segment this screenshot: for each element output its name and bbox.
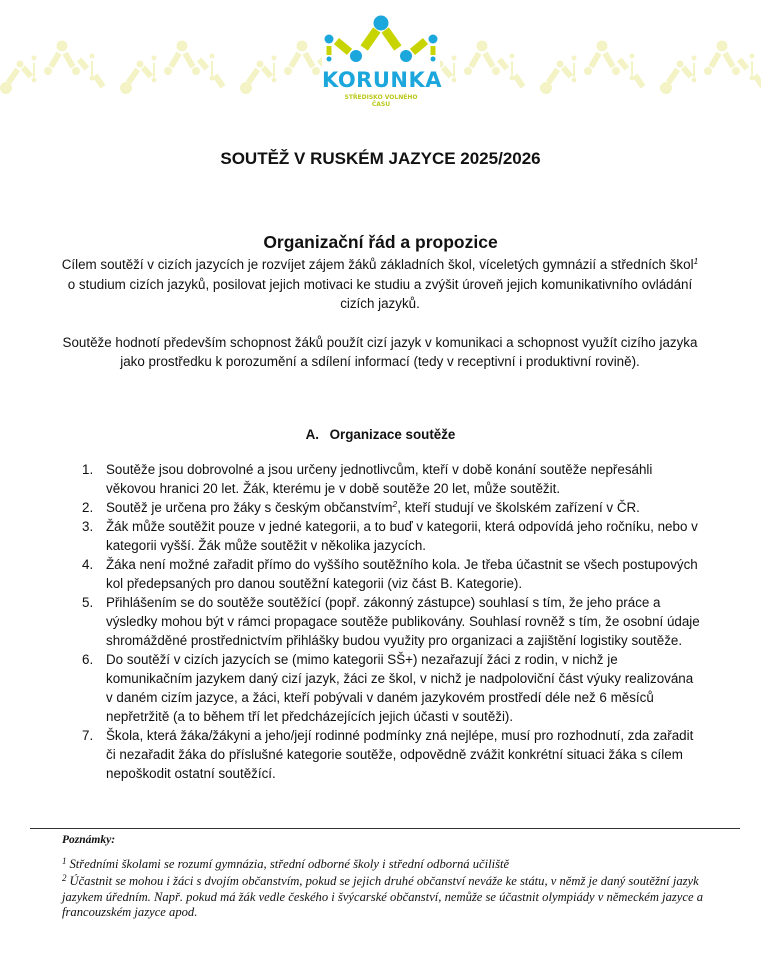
intro-paragraph-2: Soutěže hodnotí především schopnost žáků použít cizí jazyk v komunikaci a schopnost využít cizího jazyka jako prostředku k porozumění a sdílení informací (tedy v receptivní i produktivní rovině). [62, 334, 698, 369]
list-item [82, 555, 702, 593]
list-item-text: Do soutěží v cizích jazycích se (mimo kategorii SŠ+) nezařazují žáci z rodin, v nichž je komunikačním jazykem daný cizí jazyk, žáci ze škol, v nichž je nadpoloviční část výuky realizována v daném cizím jazyce, a žáci, kteří pobývali v daném jazykovém prostředí déle než 6 měsíců nepřetržitě (a to během tří let předcházejících jejich účasti v soutěži). [106, 652, 694, 724]
list-number: 6. [82, 652, 94, 667]
list-item-text: Přihlášením se do soutěže soutěžící (popř. zákonný zástupce) souhlasí s tím, že jeho práce a výsledky mohou být v rámci propagace soutěže publikovány. Souhlasí rovněž s tím, že osobní údaje shromážděné prostřednictvím přihlášky budou využity pro organizaci a zajištění logistiky soutěže. [106, 595, 700, 648]
list-number: 5. [82, 595, 94, 610]
list-item-text: , kteří studují ve školském zařízení v ČR. [397, 500, 640, 515]
section-a-heading [0, 426, 761, 444]
list-number: 4. [82, 557, 94, 572]
footnote-number: 2 [62, 873, 67, 883]
list-item [82, 517, 702, 555]
list-number: 2. [82, 500, 94, 515]
footnote-1 [62, 857, 722, 873]
footnote-text: Středními školami se rozumí gymnázia, střední odborné školy i střední odborná učiliště [69, 856, 510, 871]
intro-text-part: o studium cizích jazyků, posilovat jejich motivaci ke studiu a zvýšit úroveň jejich komunikativního ovládání cizích jazyků. [67, 276, 693, 311]
list-item [82, 726, 702, 783]
footnote-divider [30, 828, 740, 829]
intro-text [60, 255, 700, 372]
list-number: 7. [82, 728, 94, 743]
page-header [0, 0, 761, 118]
section-title: Organizační řád a propozice [263, 232, 498, 252]
footnotes-heading: Poznámky: [62, 834, 116, 846]
list-item-text: Žák může soutěžit pouze v jedné kategorii, a to buď v kategorii, která odpovídá jeho ročníku, nebo v kategorii vyšší. Žák může soutěžit v několika jazycích. [106, 519, 698, 553]
section-a-letter: A. [305, 427, 320, 442]
list-item [82, 650, 702, 726]
list-item [82, 498, 702, 517]
rules-list [82, 460, 702, 783]
list-number: 3. [82, 519, 94, 534]
crown-icon [322, 14, 440, 70]
footnotes [62, 833, 722, 921]
logo-subtitle-line1: STŘEDISKO VOLNÉHO [344, 94, 418, 101]
document-title: SOUTĚŽ V RUSKÉM JAZYCE 2025/2026 [220, 149, 541, 168]
list-item-text: Soutěže jsou dobrovolné a jsou určeny jednotlivcům, kteří v době konání soutěže nepřesáhli věkovou hranici 20 let. Žák, kterému je v době soutěže 20 let, může soutěžit. [106, 462, 653, 496]
list-item-text: Škola, která žáka/žákyni a jeho/její rodinné podmínky zná nejlépe, musí pro rozhodnutí, zda zařadit či nezařadit žáka do příslušné kategorie soutěže, odpovědně zvážit konkrétní situaci žáka s cílem nepoškodit ostatní soutěžící. [106, 728, 694, 781]
footnote-number: 1 [62, 855, 67, 866]
logo-subtitle-line2: ČASU [371, 101, 391, 108]
list-item [82, 460, 702, 498]
section-a-title: Organizace soutěže [329, 427, 456, 442]
footnote-ref-2[interactable]: 2 [392, 499, 398, 509]
korunka-logo [322, 14, 443, 110]
footnote-ref-1[interactable]: 1 [693, 256, 699, 266]
footnote-2 [62, 874, 722, 921]
list-number: 1. [82, 462, 94, 477]
intro-paragraph-1 [60, 255, 700, 314]
footnote-text: Účastnit se mohou i žáci s dvojím občanstvím, pokud se jejich druhé občanství neváže ke státu, v němž je daný soutěžní jazyk jazykem úředním. Např. pokud má žák vedle českého i švýcarské občanství, nemůže se účastnit olympiády v německém jazyce a francouzském jazyce apod. [62, 874, 704, 919]
logo-wordmark: KORUNKA [322, 68, 443, 92]
list-item-text: Soutěž je určena pro žáky s českým občanstvím [106, 500, 393, 515]
logo-subtitle [322, 94, 440, 108]
intro-text-part: Cílem soutěží v cizích jazycích je rozvíjet zájem žáků základních škol, víceletých gymnázií a středních škol [61, 257, 694, 272]
list-item [82, 593, 702, 650]
list-item-text: Žáka není možné zařadit přímo do vyššího soutěžního kola. Je třeba účastnit se všech postupových kol předepsaných pro danou soutěžní kategorii (viz část B. Kategorie). [106, 557, 698, 591]
